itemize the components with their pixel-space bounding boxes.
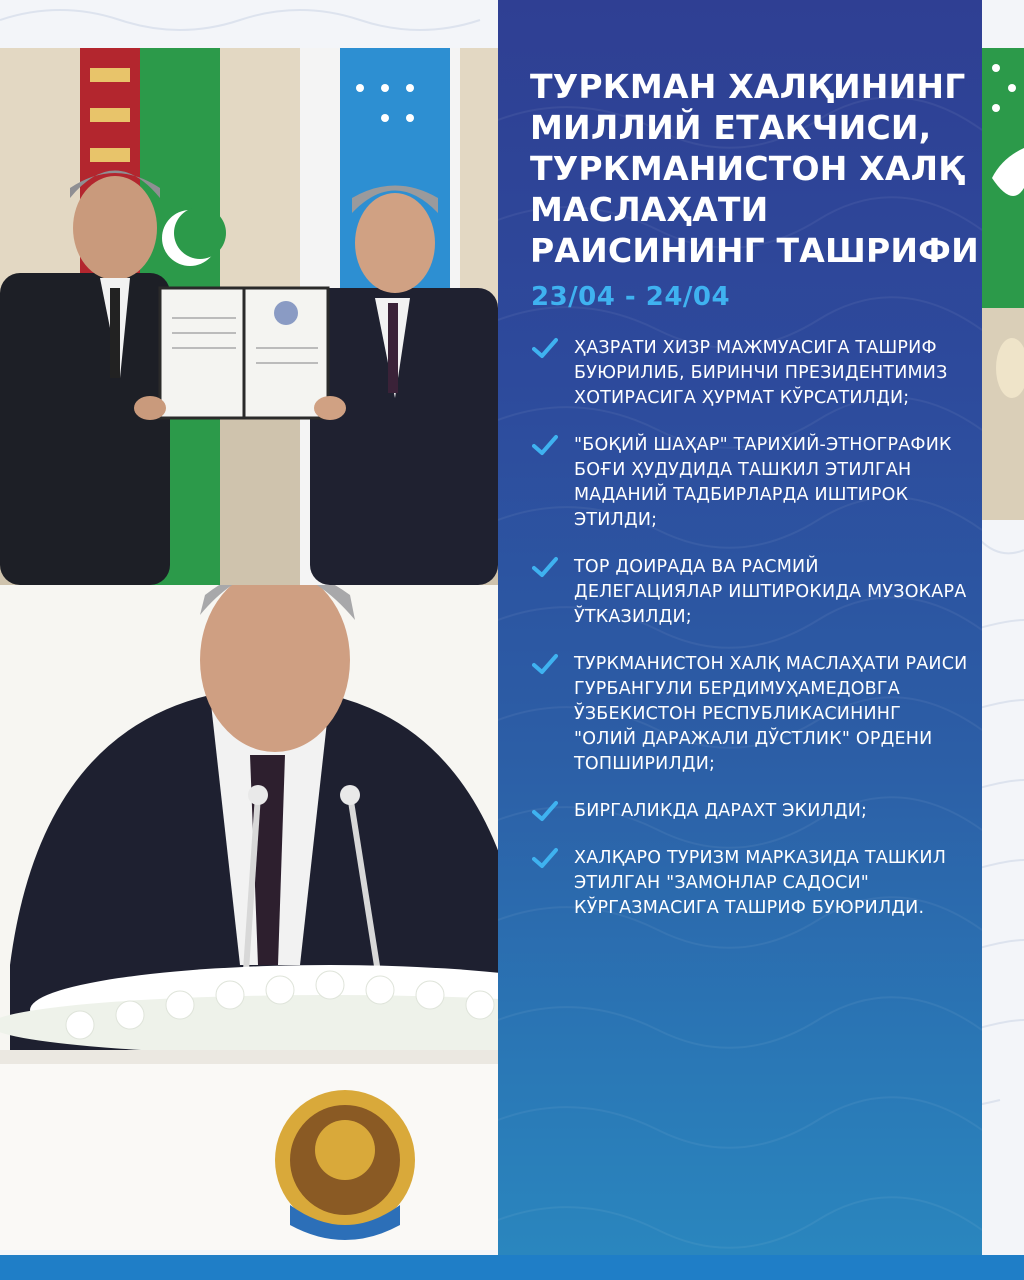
list-item-text: ХАЛҚАРО ТУРИЗМ МАРКАЗИДА ТАШКИЛ ЭТИЛГАН "ЗАМОНЛАР САДОСИ" КЎРГАЗМАСИГА ТАШРИФ БУЮРИЛДИ.	[574, 848, 947, 918]
check-icon	[532, 337, 558, 359]
list-item-text: ТОР ДОИРАДА ВА РАСМИЙ ДЕЛЕГАЦИЯЛАР ИШТИРОКИДА МУЗОКАРА ЎТКАЗИЛДИ;	[574, 557, 967, 627]
list-item	[528, 652, 968, 777]
event-list	[528, 336, 968, 943]
list-item-text: БИРГАЛИКДА ДАРАХТ ЭКИЛДИ;	[574, 801, 868, 821]
bottom-bar	[0, 1255, 1024, 1280]
list-item	[528, 846, 968, 921]
page-title	[530, 66, 979, 271]
list-item	[528, 555, 968, 630]
check-icon	[532, 434, 558, 456]
check-icon	[532, 847, 558, 869]
list-item-text: ҲАЗРАТИ ХИЗР МАЖМУАСИГА ТАШРИФ БУЮРИЛИБ, БИРИНЧИ ПРЕЗИДЕНТИМИЗ ХОТИРАСИГА ҲУРМАТ КЎРСАТИЛДИ;	[574, 338, 948, 408]
title-line: ТУРКМАН ХАЛҚИНИНГ	[530, 67, 966, 106]
check-icon	[532, 653, 558, 675]
photo-award-ceremony	[0, 48, 498, 585]
list-item	[528, 433, 968, 533]
info-panel	[498, 0, 982, 1255]
list-item-text: ТУРКМАНИСТОН ХАЛҚ МАСЛАҲАТИ РАИСИ ГУРБАНГУЛИ БЕРДИМУҲАМЕДОВГА ЎЗБЕКИСТОН РЕСПУБЛИКАСИНИНГ "ОЛИЙ ДАРАЖАЛИ ДЎСТЛИК" ОРДЕНИ ТОПШИРИЛДИ;	[574, 654, 968, 774]
photo-right-slice	[982, 48, 1024, 520]
list-item	[528, 799, 968, 824]
title-line: РАИСИНИНГ ТАШРИФИ	[530, 231, 979, 270]
visit-dates: 23/04 - 24/04	[531, 282, 731, 312]
check-icon	[532, 556, 558, 578]
check-icon	[532, 800, 558, 822]
title-line: МИЛЛИЙ ЕТАКЧИСИ,	[530, 108, 932, 147]
title-line: МАСЛАҲАТИ	[530, 190, 769, 229]
list-item	[528, 336, 968, 411]
title-line: ТУРКМАНИСТОН ХАЛҚ	[530, 149, 964, 188]
list-item-text: "БОҚИЙ ШАҲАР" ТАРИХИЙ-ЭТНОГРАФИК БОҒИ ҲУДУДИДА ТАШКИЛ ЭТИЛГАН МАДАНИЙ ТАДБИРЛАРДА ИШТИРОК ЭТИЛДИ;	[574, 435, 952, 530]
